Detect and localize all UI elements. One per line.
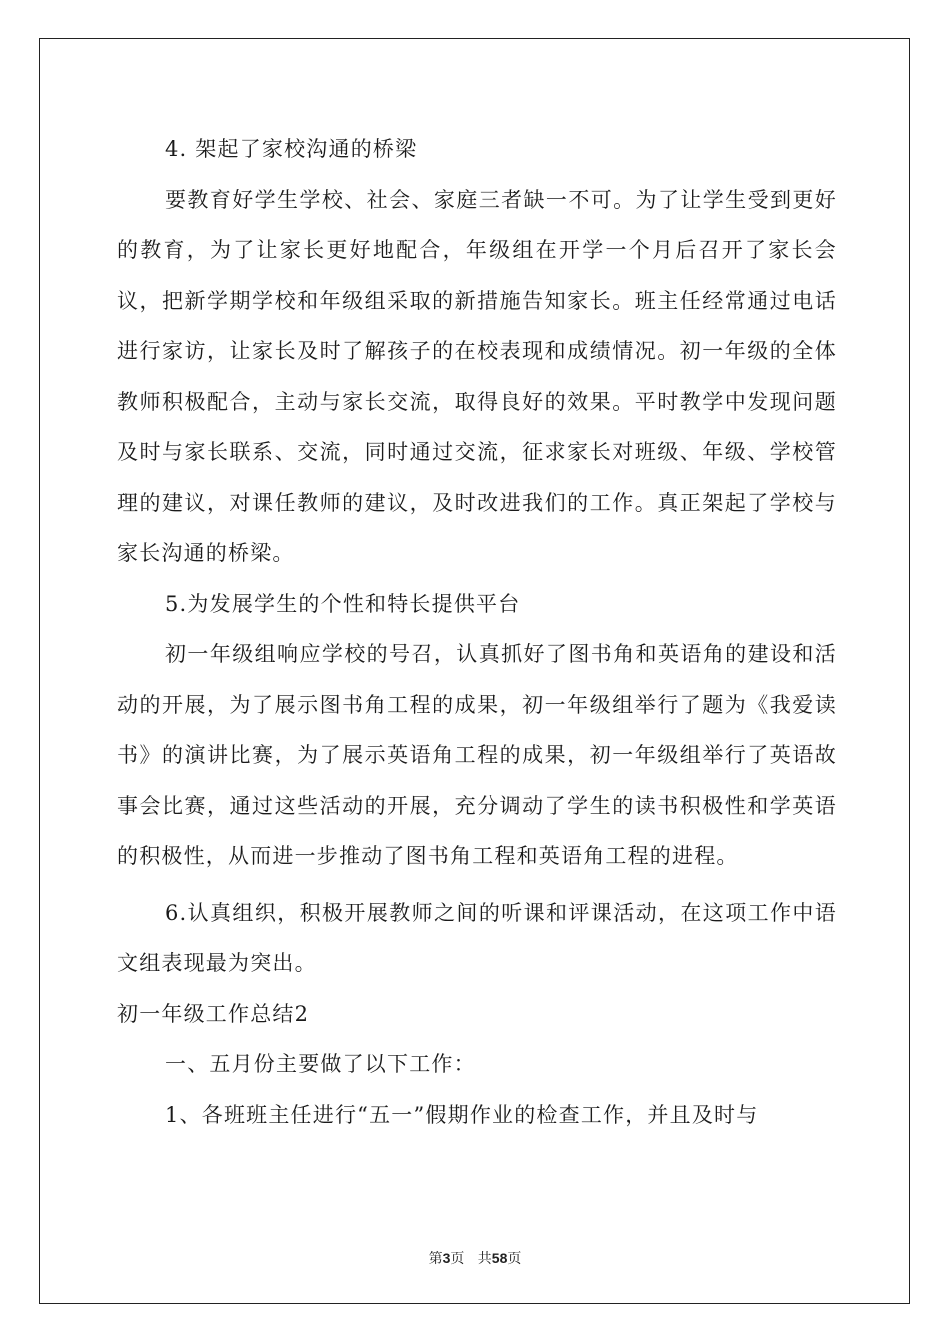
document-body [117, 124, 837, 1140]
paragraph-home-school: 要教育好学生学校、社会、家庭三者缺一不可。为了让学生受到更好的教育，为了让家长更好地配合，年级组在开学一个月后召开了家长会议，把新学期学校和年级组采取的新措施告知家长。班主任经常通过电话进行家访，让家长及时了解孩子的在校表现和成绩情况。初一年级的全体教师积极配合，主动与家长交流，取得良好的效果。平时教学中发现问题及时与家长联系、交流，同时通过交流，征求家长对班级、年级、学校管理的建议，对课任教师的建议，及时改进我们的工作。真正架起了学校与家长沟通的桥梁。 [117, 187, 837, 565]
footer-total-suffix: 页 [507, 1251, 522, 1267]
current-page-number: 3 [442, 1250, 451, 1266]
total-page-count: 58 [491, 1250, 508, 1266]
subsection-heading: 一、五月份主要做了以下工作： [165, 1052, 476, 1076]
footer-total-prefix: 共 [477, 1251, 492, 1267]
section-heading-4: 4. 架起了家校沟通的桥梁 [165, 137, 418, 161]
list-item-1: 1、各班班主任进行“五一”假期作业的检查工作，并且及时与 [165, 1102, 759, 1127]
paragraph-reading-english: 初一年级组响应学校的号召，认真抓好了图书角和英语角的建设和活动的开展，为了展示图书角工程的成果，初一年级组举行了题为《我爱读书》的演讲比赛，为了展示英语角工程的成果，初一年级组举行了英语故事会比赛，通过这些活动的开展，充分调动了学生的读书积极性和学英语的积极性，从而进一步推动了图书角工程和英语角工程的进程。 [117, 642, 837, 868]
footer-page-suffix: 页 [450, 1251, 465, 1267]
document-title-2: 初一年级工作总结2 [117, 1001, 310, 1026]
section-heading-5: 5.为发展学生的个性和特长提供平台 [165, 591, 521, 616]
section-heading-6: 6.认真组织，积极开展教师之间的听课和评课活动，在这项工作中语文组表现最为突出。 [117, 900, 837, 975]
footer-prefix: 第 [428, 1251, 443, 1267]
page-footer [0, 1248, 950, 1268]
